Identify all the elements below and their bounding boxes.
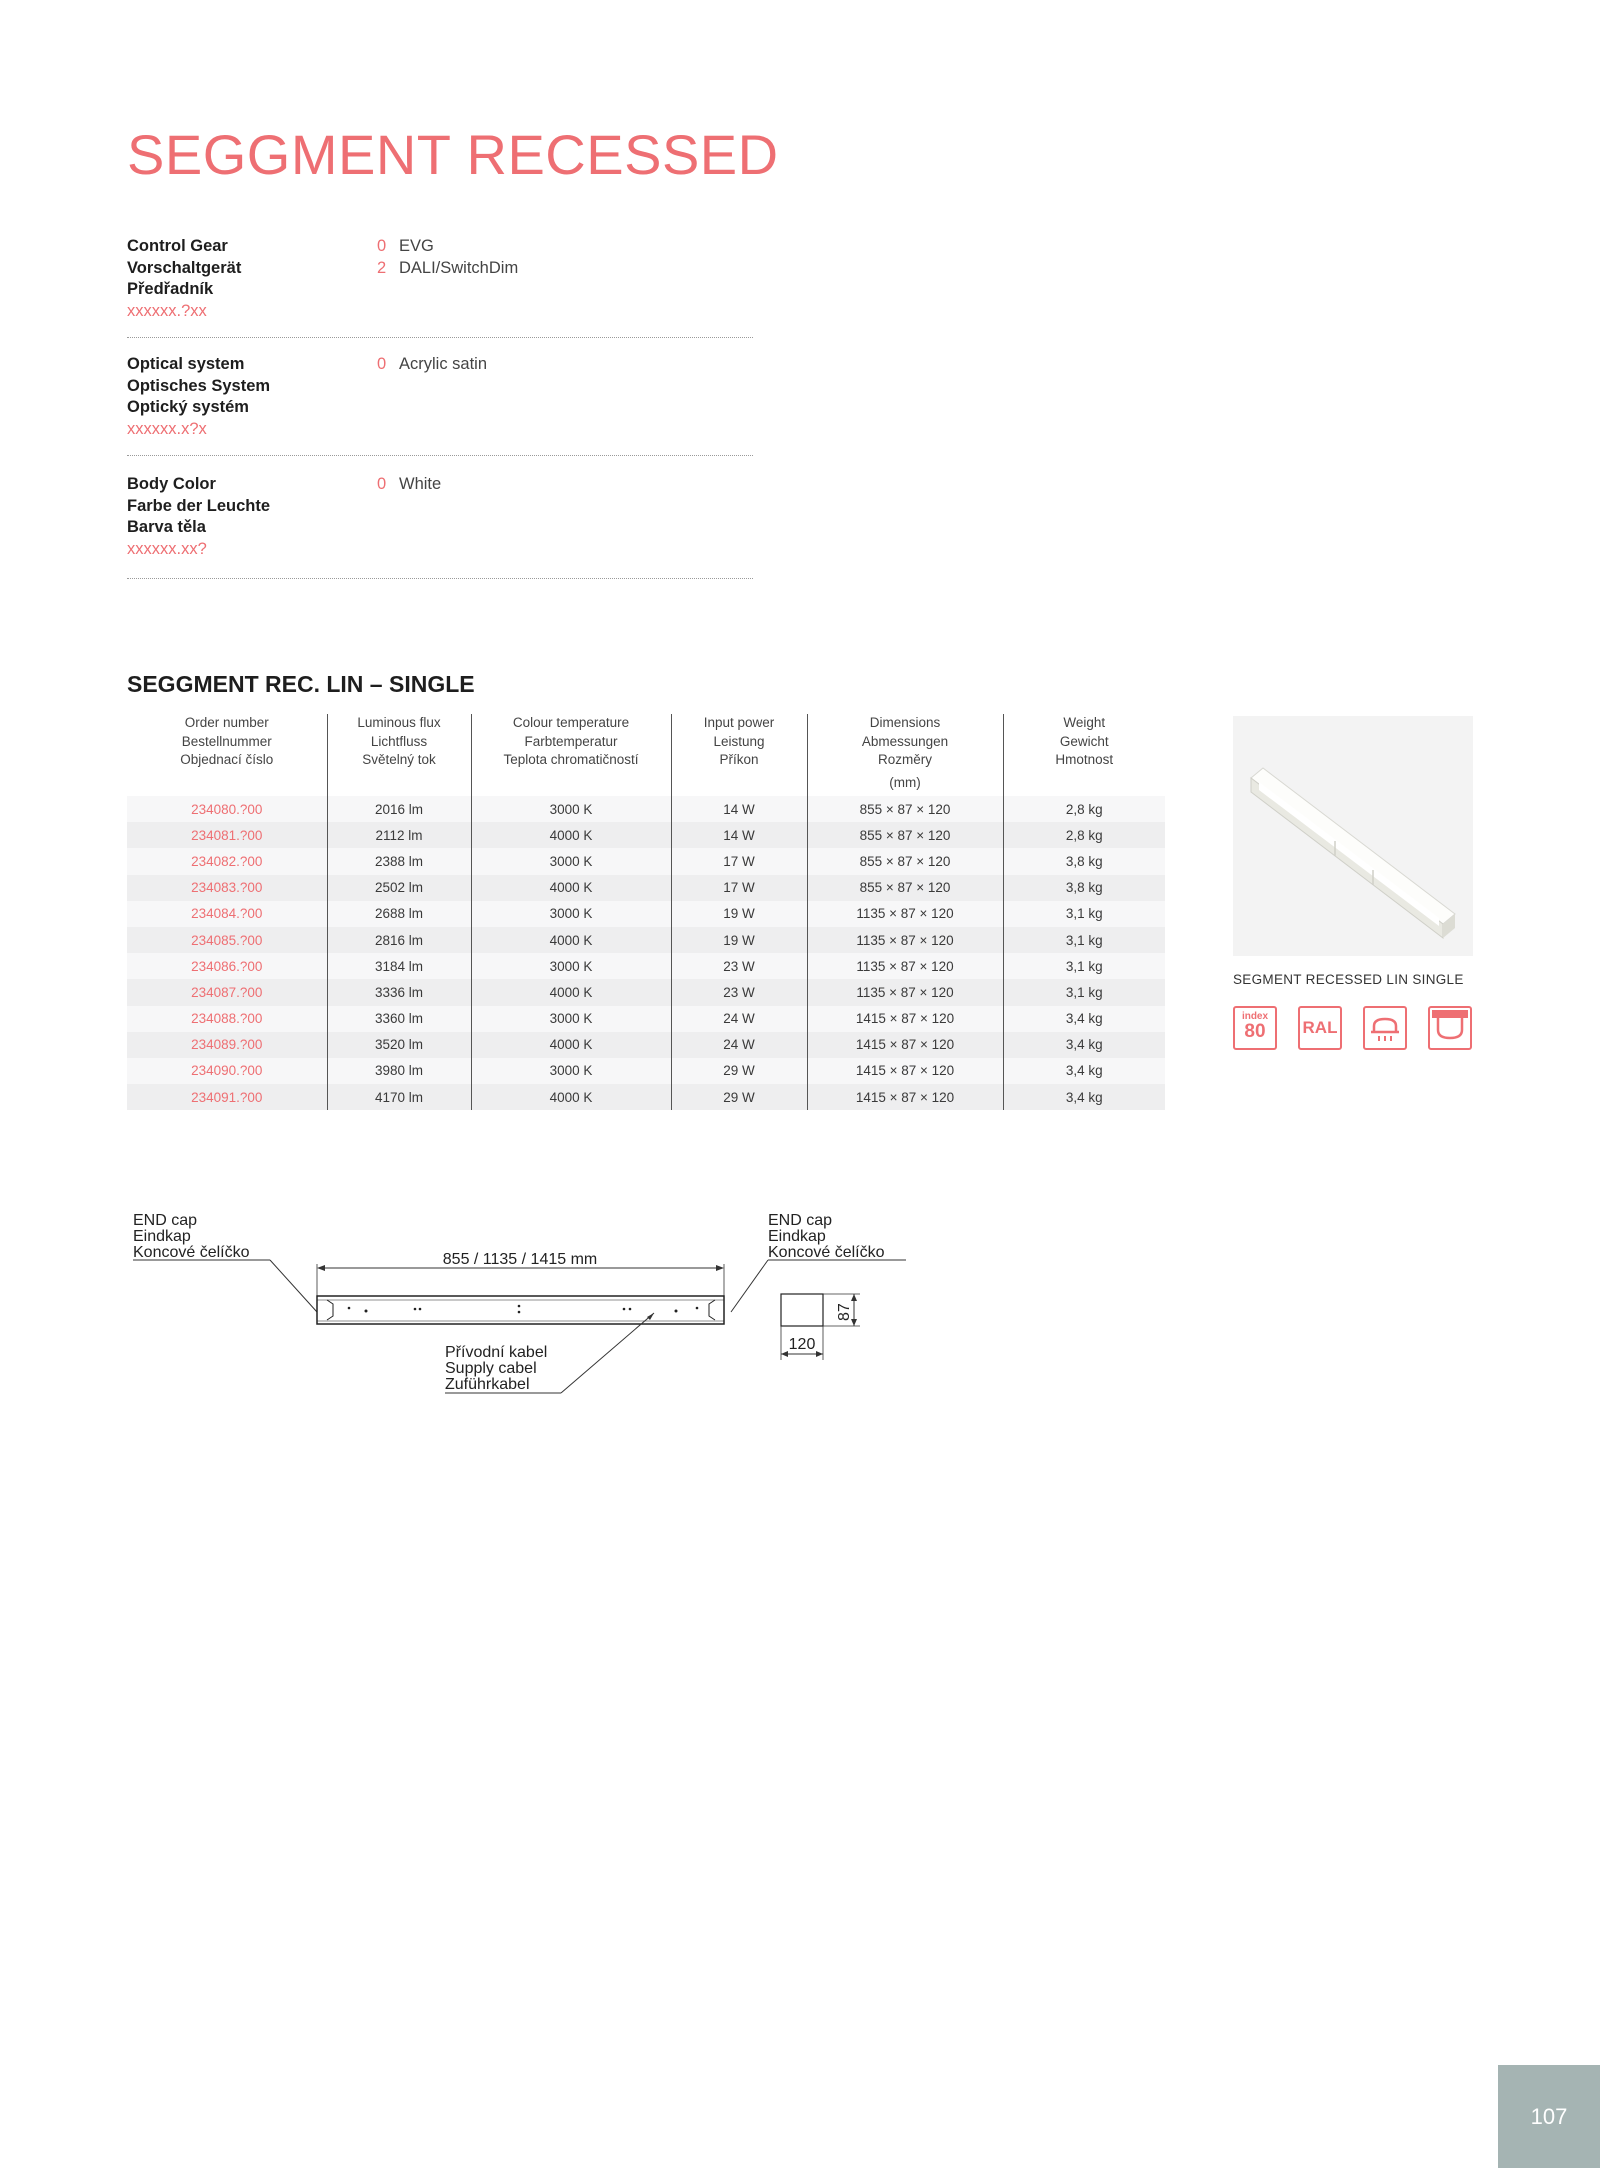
cell-luminous-flux: 2688 lm (327, 901, 471, 927)
cell-weight: 3,4 kg (1003, 1006, 1165, 1032)
option-label-cz: Předřadník (127, 280, 214, 298)
product-photo (1233, 716, 1473, 956)
cell-colour-temperature: 3000 K (471, 901, 671, 927)
cell-weight: 2,8 kg (1003, 796, 1165, 822)
option-code: xxxxxx.?xx (127, 301, 207, 320)
option-code: xxxxxx.xx? (127, 539, 207, 558)
option-value: 2 DALI/SwitchDim (377, 258, 519, 277)
cell-weight: 3,4 kg (1003, 1084, 1165, 1110)
option-label-cz: Barva těla (127, 518, 206, 536)
cell-input-power: 29 W (671, 1084, 807, 1110)
cable-label-en: Supply cabel (445, 1360, 537, 1377)
product-caption: SEGMENT RECESSED LIN SINGLE (1233, 972, 1464, 987)
product-table (127, 714, 1165, 1110)
table-row (127, 796, 1165, 822)
width-label: 120 (788, 1336, 816, 1353)
cell-order-number: 234081.?00 (127, 822, 327, 848)
table-row (127, 1058, 1165, 1084)
cell-colour-temperature: 4000 K (471, 1084, 671, 1110)
cell-colour-temperature: 3000 K (471, 848, 671, 874)
cell-colour-temperature: 3000 K (471, 1058, 671, 1084)
technical-drawing (127, 1200, 927, 1410)
divider (127, 455, 753, 456)
cell-input-power: 17 W (671, 848, 807, 874)
table-row (127, 927, 1165, 953)
cell-dimensions: 1135 × 87 × 120 (807, 927, 1003, 953)
divider (127, 578, 753, 579)
table-row (127, 822, 1165, 848)
recessed-mount-icon (1363, 1006, 1407, 1050)
option-values (377, 236, 518, 279)
cell-luminous-flux: 3360 lm (327, 1006, 471, 1032)
table-row (127, 848, 1165, 874)
cell-input-power: 19 W (671, 927, 807, 953)
table-row (127, 1006, 1165, 1032)
right-cap-label-de: Eindkap (768, 1228, 826, 1245)
cell-luminous-flux: 3184 lm (327, 953, 471, 979)
cell-dimensions: 1135 × 87 × 120 (807, 901, 1003, 927)
page-title: SEGGMENT RECESSED (127, 123, 779, 186)
table-row (127, 1032, 1165, 1058)
option-code: xxxxxx.x?x (127, 419, 207, 438)
cell-luminous-flux: 2016 lm (327, 796, 471, 822)
dimension-unit: (mm) (889, 774, 921, 790)
table-row (127, 953, 1165, 979)
ral-badge: RAL (1298, 1006, 1342, 1050)
cell-dimensions: 1135 × 87 × 120 (807, 979, 1003, 1005)
cell-colour-temperature: 3000 K (471, 953, 671, 979)
cell-luminous-flux: 2112 lm (327, 822, 471, 848)
cell-input-power: 17 W (671, 875, 807, 901)
ceiling-profile-icon (1428, 1006, 1472, 1050)
table-body (127, 796, 1165, 1110)
option-control-gear (127, 236, 753, 346)
section-title: SEGGMENT REC. LIN – SINGLE (127, 671, 475, 697)
cell-dimensions: 855 × 87 × 120 (807, 875, 1003, 901)
cell-luminous-flux: 3980 lm (327, 1058, 471, 1084)
cell-luminous-flux: 2502 lm (327, 875, 471, 901)
cell-luminous-flux: 3336 lm (327, 979, 471, 1005)
cell-dimensions: 855 × 87 × 120 (807, 796, 1003, 822)
cell-order-number: 234087.?00 (127, 979, 327, 1005)
cell-input-power: 29 W (671, 1058, 807, 1084)
divider (127, 337, 753, 338)
cell-input-power: 14 W (671, 796, 807, 822)
option-label-de: Vorschaltgerät (127, 258, 242, 277)
cell-order-number: 234085.?00 (127, 927, 327, 953)
left-cap-label-cz: Koncové čelíčko (133, 1244, 250, 1261)
table-row (127, 979, 1165, 1005)
cell-colour-temperature: 3000 K (471, 796, 671, 822)
table-row (127, 901, 1165, 927)
cell-colour-temperature: 4000 K (471, 927, 671, 953)
cell-dimensions: 855 × 87 × 120 (807, 822, 1003, 848)
cell-order-number: 234091.?00 (127, 1084, 327, 1110)
luminaire-image (1233, 716, 1473, 956)
cell-order-number: 234088.?00 (127, 1006, 327, 1032)
cell-luminous-flux: 3520 lm (327, 1032, 471, 1058)
cell-colour-temperature: 4000 K (471, 822, 671, 848)
option-label-cz: Optický systém (127, 398, 249, 416)
header-colour-temperature: Colour temperature Farbtemperatur Teplota chromatičností (471, 714, 671, 796)
option-label-en: Optical system (127, 355, 245, 373)
cell-weight: 3,4 kg (1003, 1032, 1165, 1058)
option-value: 0 White (377, 475, 442, 493)
option-label-de: Farbe der Leuchte (127, 496, 271, 515)
badge-index-value: 80 (1244, 1021, 1266, 1042)
left-cap-label-en: END cap (133, 1212, 198, 1229)
cell-input-power: 24 W (671, 1032, 807, 1058)
cell-order-number: 234089.?00 (127, 1032, 327, 1058)
cell-colour-temperature: 4000 K (471, 979, 671, 1005)
header-luminous-flux: Luminous flux Lichtfluss Světelný tok (327, 714, 471, 796)
cell-dimensions: 1415 × 87 × 120 (807, 1058, 1003, 1084)
option-labels (127, 354, 270, 440)
cell-input-power: 14 W (671, 822, 807, 848)
cell-weight: 3,1 kg (1003, 901, 1165, 927)
cell-dimensions: 855 × 87 × 120 (807, 848, 1003, 874)
option-label-en: Control Gear (127, 237, 228, 255)
option-labels (127, 474, 270, 560)
right-cap-label-cz: Koncové čelíčko (768, 1244, 885, 1261)
cell-colour-temperature: 3000 K (471, 1006, 671, 1032)
cell-weight: 3,8 kg (1003, 875, 1165, 901)
option-optical-system (127, 354, 753, 464)
cell-weight: 3,1 kg (1003, 927, 1165, 953)
badge-index-label: index (1241, 1011, 1269, 1022)
option-value: 0 EVG (377, 237, 434, 255)
cell-order-number: 234086.?00 (127, 953, 327, 979)
header-input-power: Input power Leistung Příkon (671, 714, 807, 796)
cell-luminous-flux: 2816 lm (327, 927, 471, 953)
length-label: 855 / 1135 / 1415 mm (442, 1251, 598, 1268)
header-weight: Weight Gewicht Hmotnost (1055, 715, 1114, 767)
header-dimensions: Dimensions Abmessungen Rozměry (mm) (807, 714, 1003, 796)
right-cap-label-en: END cap (768, 1212, 833, 1229)
cell-luminous-flux: 4170 lm (327, 1084, 471, 1110)
cell-luminous-flux: 2388 lm (327, 848, 471, 874)
cell-weight: 2,8 kg (1003, 822, 1165, 848)
page-number: 107 (1498, 2065, 1600, 2168)
cell-colour-temperature: 4000 K (471, 875, 671, 901)
option-values (377, 354, 487, 376)
option-value: 0 Acrylic satin (377, 355, 488, 373)
header-order-number: Order number Bestellnummer Objednací číslo (127, 714, 327, 796)
cell-order-number: 234080.?00 (127, 796, 327, 822)
cell-dimensions: 1415 × 87 × 120 (807, 1006, 1003, 1032)
option-values (377, 474, 441, 496)
cell-weight: 3,1 kg (1003, 953, 1165, 979)
cell-input-power: 23 W (671, 953, 807, 979)
cell-dimensions: 1415 × 87 × 120 (807, 1032, 1003, 1058)
cell-dimensions: 1135 × 87 × 120 (807, 953, 1003, 979)
option-label-en: Body Color (127, 475, 216, 493)
cell-order-number: 234083.?00 (127, 875, 327, 901)
height-label: 87 (836, 1303, 853, 1321)
cell-order-number: 234090.?00 (127, 1058, 327, 1084)
cell-order-number: 234082.?00 (127, 848, 327, 874)
cell-input-power: 24 W (671, 1006, 807, 1032)
cell-colour-temperature: 4000 K (471, 1032, 671, 1058)
cell-weight: 3,4 kg (1003, 1058, 1165, 1084)
table-header-row (127, 714, 1165, 796)
option-body-color (127, 474, 753, 584)
cri-index-badge (1233, 1006, 1277, 1050)
option-labels (127, 236, 241, 322)
cell-weight: 3,8 kg (1003, 848, 1165, 874)
left-cap-label-de: Eindkap (133, 1228, 191, 1245)
cell-dimensions: 1415 × 87 × 120 (807, 1084, 1003, 1110)
cell-input-power: 23 W (671, 979, 807, 1005)
table-row (127, 1084, 1165, 1110)
cell-weight: 3,1 kg (1003, 979, 1165, 1005)
cell-order-number: 234084.?00 (127, 901, 327, 927)
table-row (127, 875, 1165, 901)
cell-input-power: 19 W (671, 901, 807, 927)
option-label-de: Optisches System (127, 376, 271, 395)
cable-label-cz: Přívodní kabel (445, 1344, 548, 1361)
cable-label-de: Zuführkabel (445, 1376, 530, 1393)
